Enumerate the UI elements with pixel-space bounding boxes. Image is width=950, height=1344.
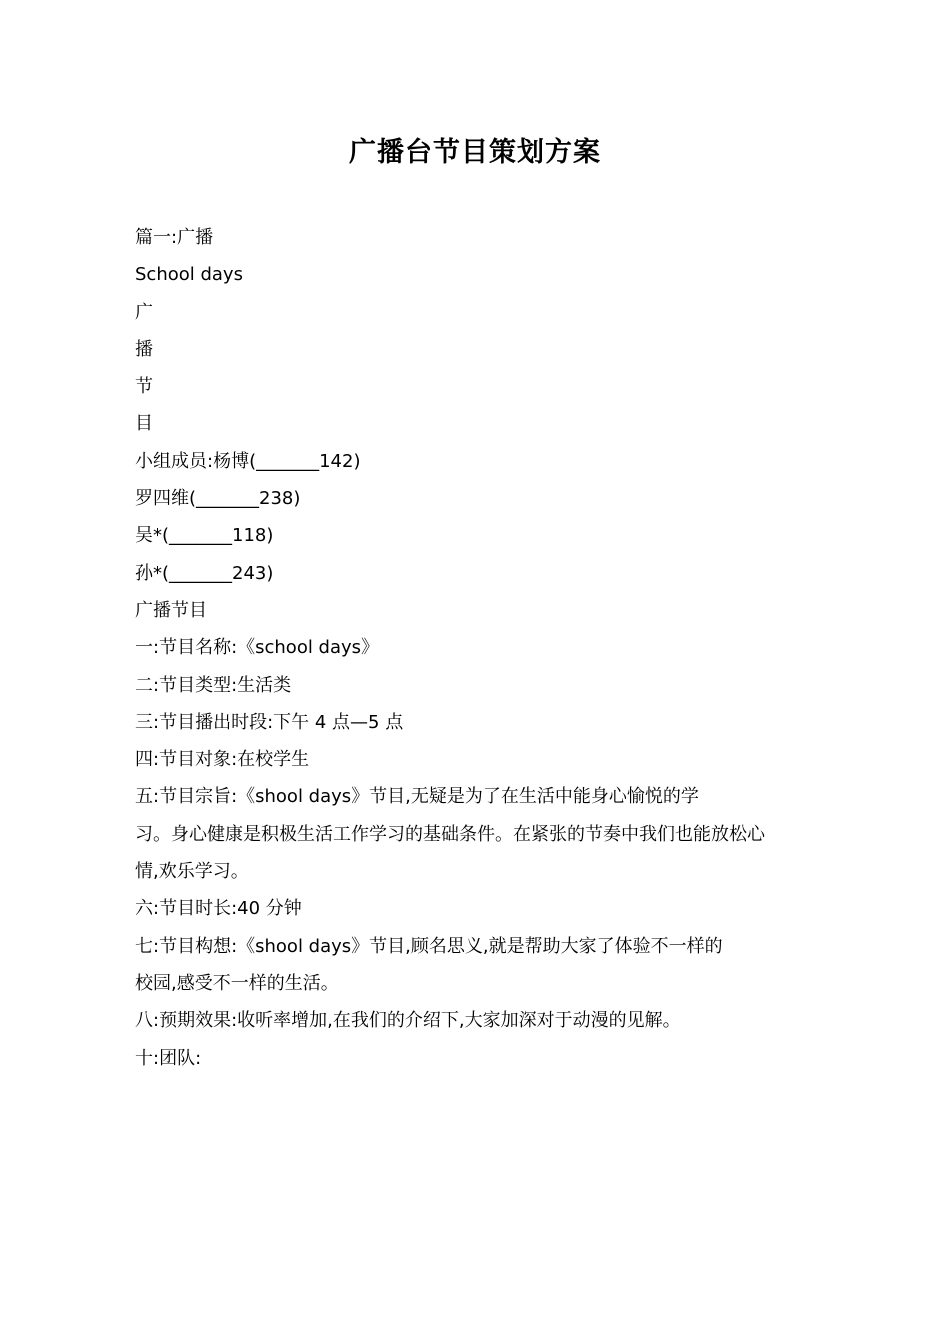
program-english-name-line: School days bbox=[135, 264, 243, 286]
document-body bbox=[135, 219, 835, 1077]
vertical-char-line: 播 bbox=[135, 338, 153, 360]
team-member-line: 孙*(_______243) bbox=[135, 562, 274, 584]
vertical-char-line: 节 bbox=[135, 376, 153, 398]
program-concept-line: 七:节目构想:《shool days》节目,顾名思义,就是帮助大家了体验不一样的 bbox=[135, 935, 723, 957]
expected-effect-line: 八:预期效果:收听率增加,在我们的介绍下,大家加深对于动漫的见解。 bbox=[135, 1010, 681, 1032]
team-line: 十:团队: bbox=[135, 1047, 202, 1069]
program-timeslot-line: 三:节目播出时段:下午 4 点—5 点 bbox=[135, 711, 404, 733]
program-duration-line: 六:节目时长:40 分钟 bbox=[135, 898, 302, 920]
section-heading-line: 篇一:广播 bbox=[135, 227, 214, 248]
program-purpose-line: 五:节目宗旨:《shool days》节目,无疑是为了在生活中能身心愉悦的学 bbox=[135, 786, 699, 808]
program-type-line: 二:节目类型:生活类 bbox=[135, 674, 292, 696]
document-title: 广播台节目策划方案 bbox=[349, 137, 601, 168]
program-audience-line: 四:节目对象:在校学生 bbox=[135, 749, 310, 771]
team-member-line: 吴*(_______118) bbox=[135, 525, 274, 547]
program-purpose-line: 情,欢乐学习。 bbox=[135, 861, 249, 883]
program-purpose-line: 习。身心健康是积极生活工作学习的基础条件。在紧张的节奏中我们也能放松心 bbox=[135, 823, 765, 845]
subheading-line: 广播节目 bbox=[135, 599, 207, 621]
vertical-char-line: 广 bbox=[135, 301, 153, 323]
team-member-line: 罗四维(_______238) bbox=[135, 488, 301, 510]
vertical-char-line: 目 bbox=[135, 413, 153, 435]
program-concept-line: 校园,感受不一样的生活。 bbox=[135, 972, 339, 994]
program-name-line: 一:节目名称:《school days》 bbox=[135, 637, 380, 659]
team-member-line: 小组成员:杨博(_______142) bbox=[135, 450, 361, 472]
